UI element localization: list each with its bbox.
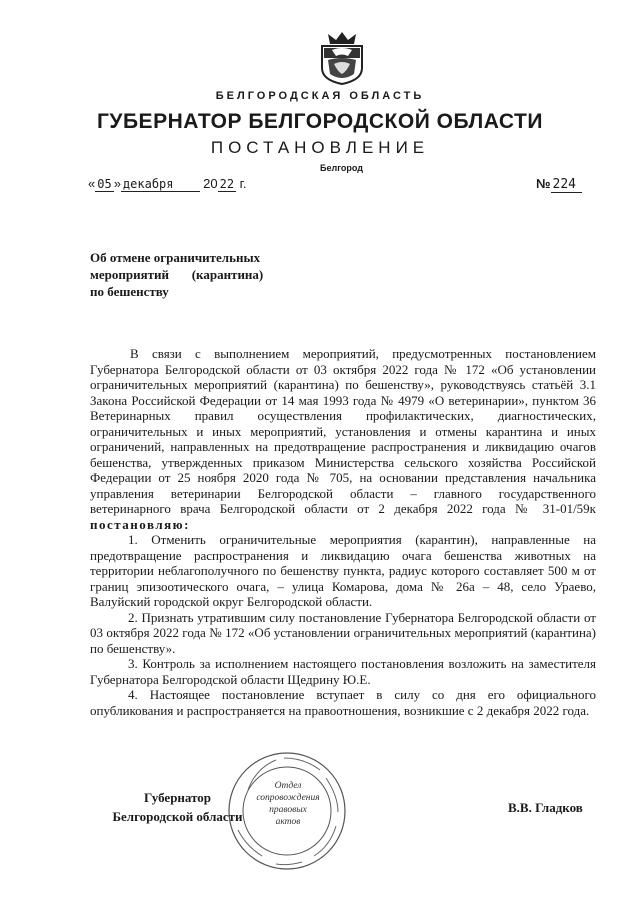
signatory-name: В.В. Гладков [508, 800, 583, 815]
date-year-unit: г. [239, 176, 247, 191]
document-subject [90, 249, 290, 300]
decree-item-3: 3. Контроль за исполнением настоящего постановления возложить на заместителя Губернатора Белгородской области Щедрину Ю.Е. [90, 656, 596, 687]
number-prefix: № [536, 176, 551, 191]
document-number [536, 176, 582, 192]
date-month: декабря [121, 177, 200, 192]
date-day: 05 [97, 177, 112, 191]
city-label: Белгород [320, 163, 363, 173]
preamble-paragraph [90, 346, 596, 532]
stamp-text [246, 780, 330, 828]
signatory-title [110, 788, 245, 826]
authority-heading: ГУБЕРНАТОР БЕЛГОРОДСКОЙ ОБЛАСТИ [97, 110, 543, 133]
stamp-line: Отдел [274, 781, 302, 791]
ruling-word: постановляю: [90, 516, 190, 532]
date-open-quote: « [88, 176, 96, 191]
subject-line: Об отмене ограничительных [90, 250, 261, 265]
preamble-text: В связи с выполнением мероприятий, предусмотренных постановлением Губернатора Белгородской области от 03 октября 2022 года № 172 «Об установлении ограничительных мероприятий (карантина) по бешенству», руководствуясь статьёй 3.1 Закона Российской Федерации от 14 мая 1993 года № 4979 «О ветеринарии», пунктом 36 Ветеринарных правил осуществления профилактических, диагностических, ограничительных и иных мероприятий, установления и отмены карантина и иных ограничений, направленных на предотвращение распространения и ликвидацию очагов бешенства, утвержденных приказом Министерства сельского хозяйства Российской Федерации от 25 ноября 2020 года № 705, на основании представления начальника управления ветеринарии Белгородской области – главного государственного ветеринарного врача Белгородской области от 2 декабря 2022 года № 31-01/59к [90, 346, 596, 516]
document-type-heading: ПОСТАНОВЛЕНИЕ [210, 138, 430, 157]
decree-item-4: 4. Настоящее постановление вступает в силу со дня его официального опубликования и распространяется на правоотношения, возникшие с 2 декабря 2022 года. [90, 687, 596, 718]
decree-item-1: 1. Отменить ограничительные мероприятия (карантин), направленные на предотвращение распространения и ликвидацию очага бешенства животных на территории неблагополучного по бешенству пункта, радиус которого составляет 500 м от границ эпизоотического очага, – улица Комарова, дома № 26а – 48, село Ураево, Валуйский городской округ Белгородской области. [90, 532, 596, 609]
stamp-line: актов [275, 817, 301, 827]
date-year-suffix: 22 [219, 177, 235, 191]
signatory-title-line: Губернатор [143, 790, 212, 805]
document-body [90, 346, 596, 718]
subject-line: по бешенству [90, 284, 169, 299]
subject-line: мероприятий (карантина) [90, 267, 264, 282]
coat-of-arms-emblem [318, 28, 366, 86]
number-value: 224 [551, 177, 582, 193]
region-heading: БЕЛГОРОДСКАЯ ОБЛАСТЬ [215, 90, 425, 102]
stamp-line: сопровождения [256, 793, 320, 803]
date-close-quote: » [113, 176, 121, 191]
document-date [88, 176, 246, 191]
stamp-line: правовых [269, 805, 307, 815]
signatory-title-line: Белгородской области [112, 809, 243, 824]
date-year-prefix: 20 [203, 176, 218, 191]
decree-item-2: 2. Признать утратившим силу постановление Губернатора Белгородской области от 03 октября 2022 года № 172 «Об установлении ограничительных мероприятий (карантина) по бешенству». [90, 609, 596, 656]
